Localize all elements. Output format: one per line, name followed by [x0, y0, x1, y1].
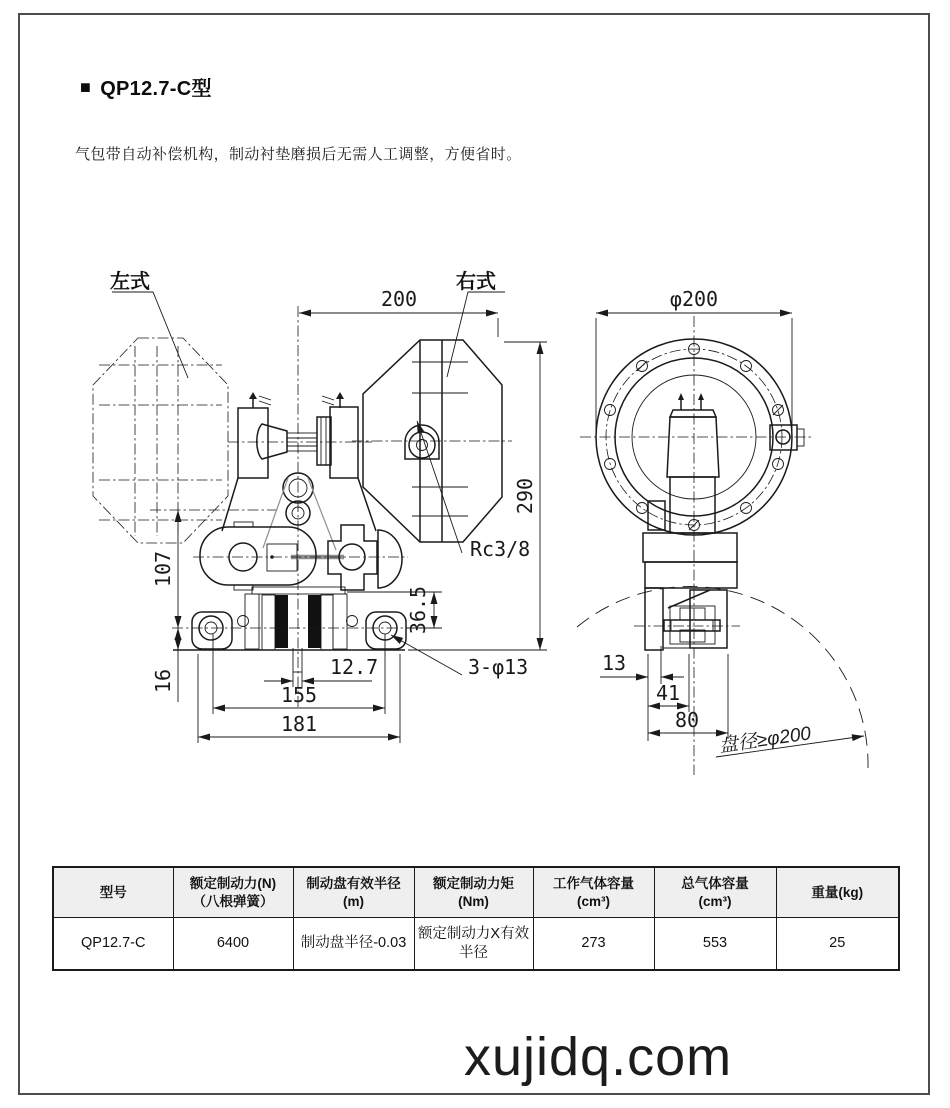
dim-290: 290 [513, 477, 537, 515]
header-line: (cm³) [577, 893, 610, 909]
header-line: 工作气体容量 [553, 875, 634, 891]
front-view [93, 269, 547, 743]
header-line: 额定制动力(N) [189, 875, 277, 891]
right-version-label: 右式 [456, 271, 496, 293]
cell-rated-force: 6400 [173, 918, 293, 971]
cell-weight: 25 [776, 918, 899, 971]
col-header-model [53, 867, 173, 918]
brake-pad-left [275, 595, 288, 648]
dim-41: 41 [655, 681, 681, 705]
header-line: 额定制动力矩 [433, 875, 514, 891]
header-line: 重量(kg) [811, 884, 864, 900]
cell-working-volume: 273 [533, 918, 654, 971]
dim-16: 16 [151, 668, 175, 694]
dim-12-7: 12.7 [330, 655, 379, 679]
col-header-rated-force [173, 867, 293, 918]
col-header-effective-radius [293, 867, 414, 918]
dim-155: 155 [280, 683, 318, 707]
header-line: 型号 [99, 884, 127, 900]
header-line: (cm³) [698, 893, 732, 909]
col-header-rated-torque [414, 867, 533, 918]
front-dimensions [151, 287, 547, 743]
left-version-label: 左式 [110, 271, 150, 293]
spec-table-header-row [53, 867, 899, 918]
dim-181: 181 [280, 712, 318, 736]
cell-rated-torque: 额定制动力X有效半径 [414, 918, 533, 971]
caliper-body [222, 392, 376, 557]
mount-holes-label: 3-φ13 [468, 655, 529, 679]
cell-effective-radius: 制动盘半径-0.03 [293, 918, 414, 971]
dim-200: 200 [380, 287, 418, 311]
spec-table [52, 866, 900, 971]
thread-label: Rc3/8 [470, 537, 531, 561]
col-header-weight [776, 867, 899, 918]
dim-36-5: 36.5 [406, 585, 430, 635]
description-text: 气包带自动补偿机构，制动衬垫磨损后无需人工调整，方便省时。 [75, 146, 522, 163]
watermark-text: xujidq.com [464, 1027, 733, 1087]
dim-13: 13 [602, 651, 627, 675]
disc-note-label: 盘径≥φ200 [717, 723, 813, 757]
title-text: QP12.7-C型 [100, 78, 212, 100]
dim-107: 107 [151, 550, 175, 588]
side-view [577, 287, 868, 775]
col-header-total-volume [654, 867, 776, 918]
col-header-working-volume [533, 867, 654, 918]
cell-total-volume: 553 [654, 918, 776, 971]
title-bullet-square: ■ [80, 76, 92, 97]
right-label-leader [447, 292, 505, 377]
pin-assembly [634, 606, 740, 644]
header-line: (Nm) [458, 893, 489, 909]
spec-table-data-row [53, 918, 899, 971]
header-line: （八根弹簧） [192, 893, 274, 909]
header-line: 制动盘有效半径 [306, 875, 401, 891]
brake-pad-right [308, 595, 321, 648]
cell-model: QP12.7-C [53, 918, 173, 971]
air-chamber [352, 340, 512, 542]
dim-flange-dia: φ200 [669, 287, 719, 311]
left-version-phantom-outline [93, 338, 228, 543]
dim-80: 80 [674, 708, 700, 732]
brake-pads-and-feet [150, 510, 408, 672]
header-line: (m) [343, 893, 364, 909]
header-line: 总气体容量 [681, 875, 749, 891]
